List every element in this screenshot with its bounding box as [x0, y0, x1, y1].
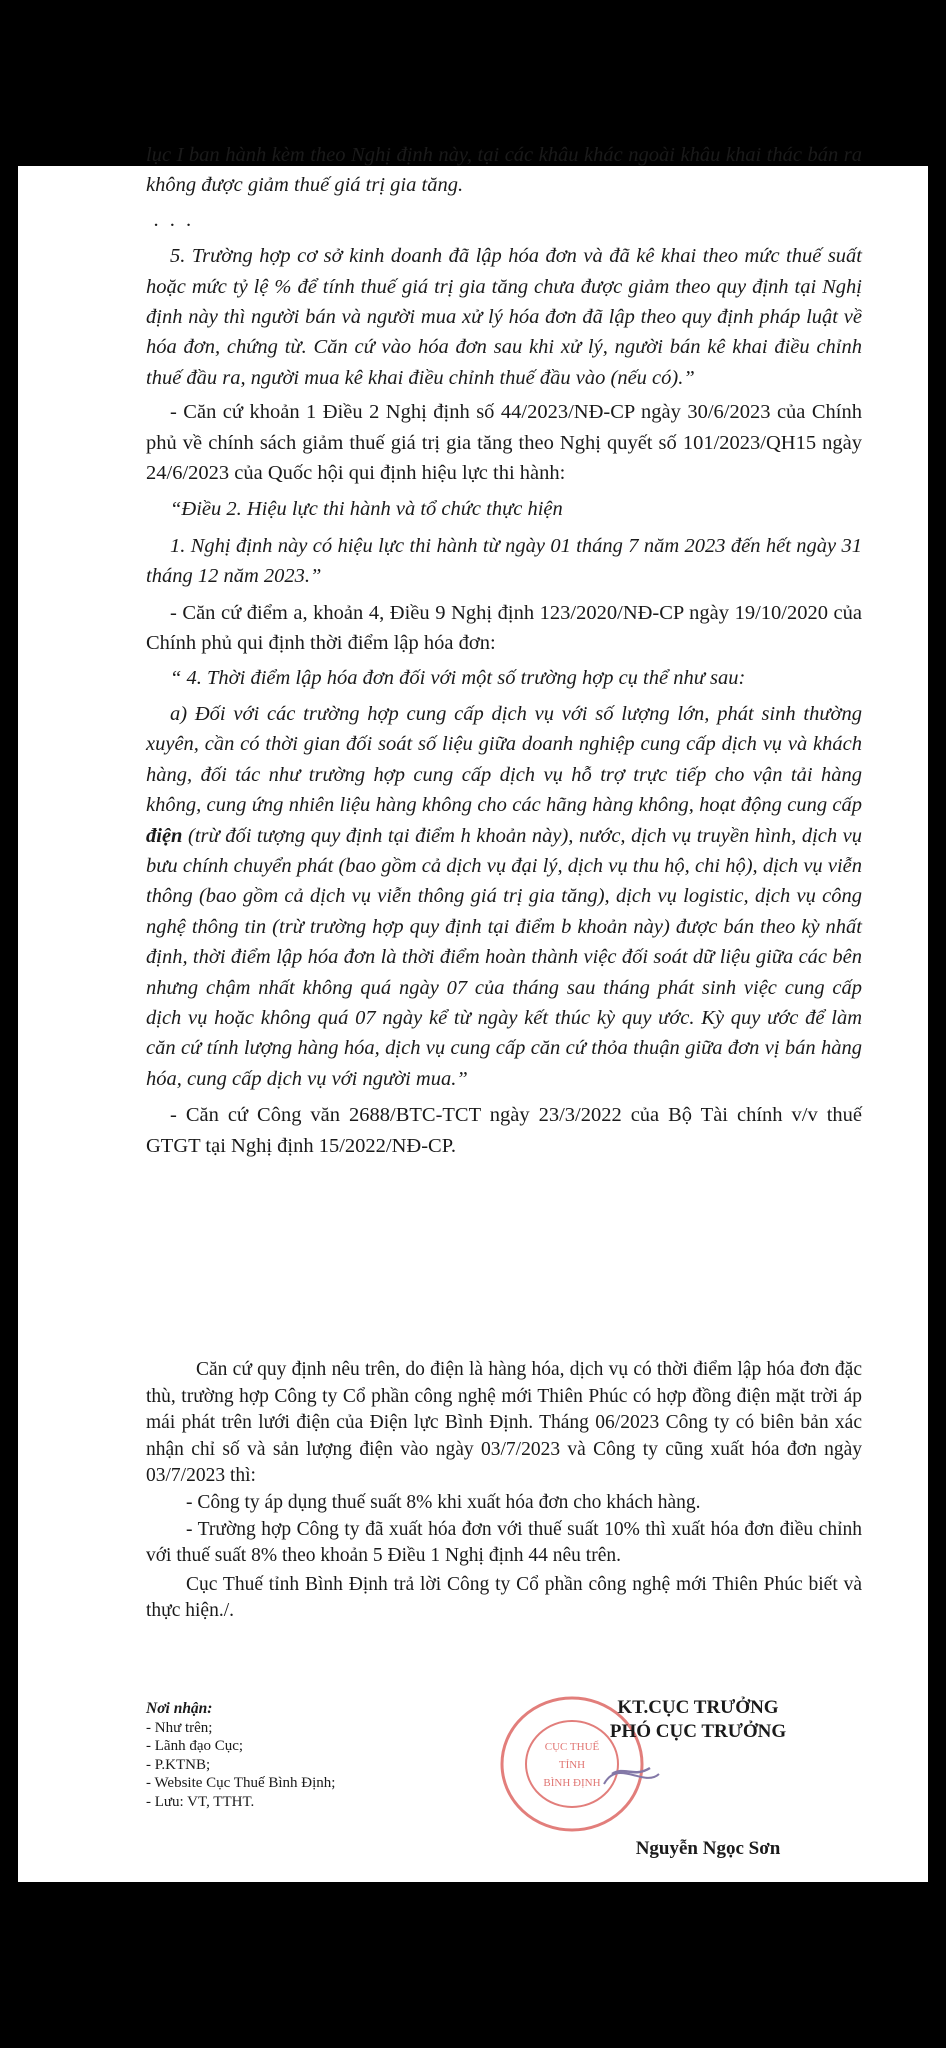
document-page-1 [18, 144, 928, 1274]
basis-decree-44: - Căn cứ khoản 1 Điều 2 Nghị định số 44/2023/NĐ-CP ngày 30/6/2023 của Chính phủ về chính sách giảm thuế giá trị gia tăng theo Nghị quyết số 101/2023/QH15 ngày 24/6/2023 của Quốc hội qui định hiệu lực thi hành: [146, 401, 862, 485]
conclusion-paragraph: Căn cứ quy định nêu trên, do điện là hàng hóa, dịch vụ có thời điểm lập hóa đơn đặc thù, trường hợp Công ty Cổ phần công nghệ mới Thiên Phúc có hợp đồng điện mặt trời áp mái phát trên lưới điện của Điện lực Bình Định. Tháng 06/2023 Công ty có biên bản xác nhận chỉ số và sản lượng điện vào ngày 03/7/2023 và Công ty cũng xuất hóa đơn ngày 03/7/2023 thì: [146, 1359, 862, 1487]
article-2-heading: “Điều 2. Hiệu lực thi hành và tổ chức thực hiện [170, 498, 563, 521]
basis-letter-2688: - Căn cứ Công văn 2688/BTC-TCT ngày 23/3/2022 của Bộ Tài chính v/v thuế GTGT tại Nghị định 15/2022/NĐ-CP. [146, 1104, 862, 1157]
recipients-title: Nơi nhận: [146, 1700, 213, 1717]
clause-5: 5. Trường hợp cơ sở kinh doanh đã lập hóa đơn và đã kê khai theo mức thuế suất hoặc mức tỷ lệ % để tính thuế giá trị gia tăng chưa được giảm theo quy định tại Nghị định này thì người bán và người mua xử lý hóa đơn đã lập theo quy định pháp luật về hóa đơn, chứng từ. Căn cứ vào hóa đơn sau khi xử lý, người bán kê khai điều chỉnh thuế đầu ra, người mua kê khai điều chỉnh thuế đầu vào (nếu có).” [146, 245, 862, 389]
closing-paragraph: Cục Thuế tỉnh Bình Định trả lời Công ty Cổ phần công nghệ mới Thiên Phúc biết và thực hiện./. [146, 1573, 862, 1622]
point-a-part1: a) Đối với các trường hợp cung cấp dịch vụ với số lượng lớn, phát sinh thường xuyên, cần có thời gian đối soát số liệu giữa doanh nghiệp cung cấp dịch vụ và khách hàng, đối tác như trường hợp cung cấp dịch vụ hỗ trợ trực tiếp cho vận tải hàng không, cung ứng nhiên liệu hàng không cho các hãng hàng không, hoạt động cung cấp [146, 702, 862, 817]
recipient-item: - Website Cục Thuế Bình Định; [146, 1775, 336, 1791]
point-a-bold-word: điện [146, 824, 183, 847]
article-2-clause-1: 1. Nghị định này có hiệu lực thi hành từ ngày 01 tháng 7 năm 2023 đến hết ngày 31 tháng 12 năm 2023.” [146, 534, 862, 588]
clause-4-heading: “ 4. Thời điểm lập hóa đơn đối với một số trường hợp cụ thể như sau: [170, 666, 746, 689]
signature-block [538, 1696, 858, 1744]
page2-text [146, 1357, 862, 1625]
seal-line: TỈNH [558, 1759, 586, 1771]
recipient-item: - Lãnh đạo Cục; [146, 1738, 244, 1754]
ellipsis: . . . [154, 208, 195, 231]
quote-continuation: lục I ban hành kèm theo Nghị định này, tại các khâu khác ngoài khâu khai thác bán ra không được giảm thuế giá trị gia tăng. [146, 144, 862, 197]
conclusion-point-2: - Trường hợp Công ty đã xuất hóa đơn với thuế suất 10% thì xuất hóa đơn điều chỉnh với thuế suất 8% theo khoản 5 Điều 1 Nghị định 44 nêu trên. [146, 1518, 862, 1567]
basis-decree-123: - Căn cứ điểm a, khoản 4, Điều 9 Nghị định 123/2020/NĐ-CP ngày 19/10/2020 của Chính phủ qui định thời điểm lập hóa đơn: [146, 601, 862, 655]
signer-name: Nguyễn Ngọc Sơn [635, 1838, 781, 1859]
point-a [146, 699, 862, 1094]
seal-line: BÌNH ĐỊNH [543, 1777, 601, 1789]
recipients-block [146, 1700, 446, 1811]
signature-title-2: PHÓ CỤC TRƯỞNG [609, 1721, 787, 1742]
point-a-part2: (trừ đối tượng quy định tại điểm h khoản này), nước, dịch vụ truyền hình, dịch vụ bưu chính chuyển phát (bao gồm cả dịch vụ đại lý, dịch vụ thu hộ, chi hộ), dịch vụ viễn thông (bao gồm cả dịch vụ viễn thông giá trị gia tăng), dịch vụ logistic, dịch vụ công nghệ thông tin (trừ trường hợp quy định tại điểm b khoản này) được bán theo kỳ nhất định, thời điểm lập hóa đơn là thời điểm hoàn thành việc đối soát dữ liệu giữa các bên nhưng chậm nhất không quá ngày 07 của tháng sau tháng phát sinh việc cung cấp dịch vụ hoặc không quá 07 ngày kể từ ngày kết thúc kỳ quy ước. Kỳ quy ước để làm căn cứ tính lượng hàng hóa, dịch vụ cung cấp căn cứ thỏa thuận giữa đơn vị bán hàng hóa, cung cấp dịch vụ với người mua.” [146, 824, 862, 1090]
page1-text [146, 140, 862, 1161]
document-page-2 [18, 1260, 928, 1882]
signature-title-1: KT.CỤC TRƯỞNG [617, 1697, 779, 1718]
recipient-item: - P.KTNB; [146, 1756, 211, 1773]
conclusion-point-1: - Công ty áp dụng thuế suất 8% khi xuất hóa đơn cho khách hàng. [186, 1491, 701, 1513]
recipient-item: - Lưu: VT, TTHT. [146, 1793, 255, 1810]
recipient-item: - Như trên; [146, 1719, 213, 1736]
seal-line: CỤC THUẾ [544, 1741, 600, 1753]
